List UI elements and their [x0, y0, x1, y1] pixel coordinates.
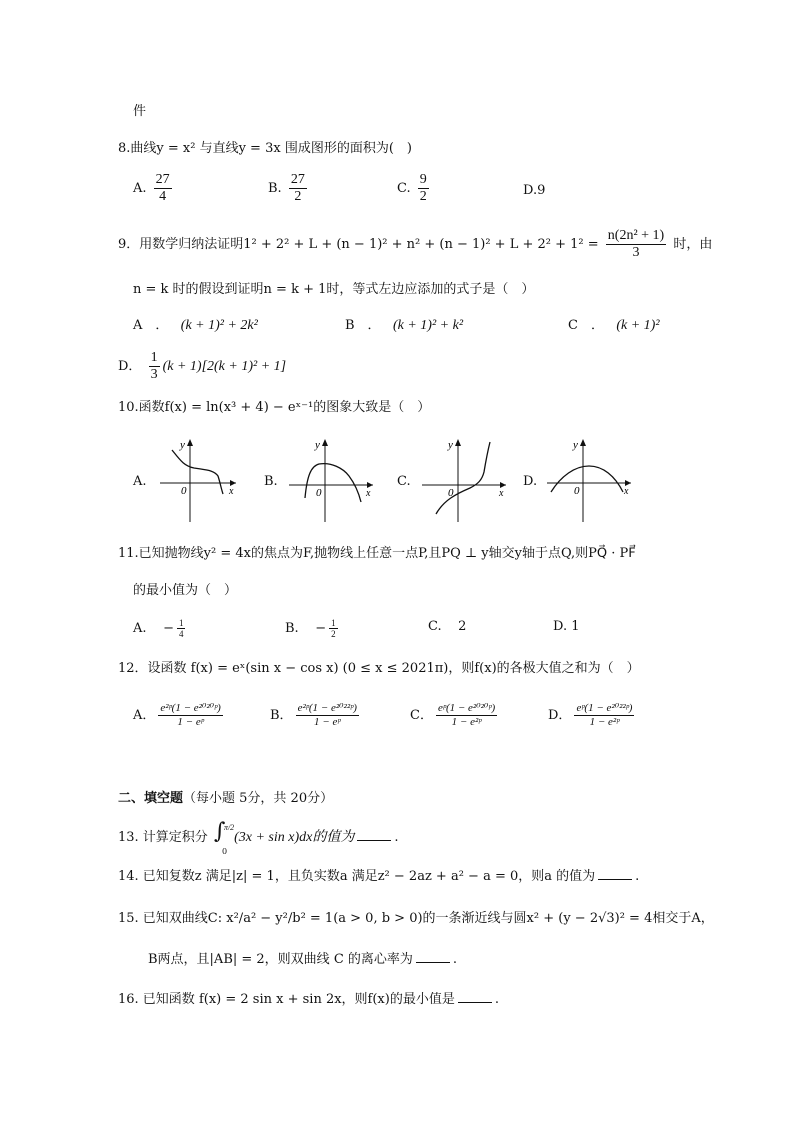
origin-label: 0	[574, 485, 580, 497]
q10-label-a: A.	[133, 474, 147, 489]
q11-option-b: B. − $\frac{1}{2}$	[285, 618, 336, 639]
q11-option-d: D. 1	[553, 619, 580, 634]
x-label: x	[229, 486, 234, 497]
x-label: x	[624, 486, 629, 497]
graph-c	[418, 436, 510, 524]
y-arrow-icon	[580, 439, 586, 446]
q9-option-b: B ． (k + 1)² + k²	[345, 318, 464, 333]
answer-blank[interactable]	[598, 867, 632, 880]
graph-d	[543, 436, 635, 524]
integral-sign-icon: ∫ π/2 0	[213, 818, 235, 856]
origin-label: 0	[448, 487, 454, 499]
q12-option-a: A． $\frac{\text{e²ᵖ(1 − e²⁰²⁰ᵖ)}}{\text{1 − eᵖ}}$	[133, 702, 221, 728]
q12-option-c: C． $\frac{\text{eᵖ(1 − e²⁰²⁰ᵖ)}}{\text{1 − e²ᵖ}}$	[410, 702, 496, 728]
q15-line2: B两点，且|AB| = 2，则双曲线 C 的离心率为 .	[148, 952, 458, 967]
y-arrow-icon	[455, 439, 461, 446]
q10-label-b: B.	[264, 474, 278, 489]
top-fragment: 件	[133, 104, 147, 119]
q9-option-d: D． $\frac{1}{3}$ (k + 1)[2(k + 1)² + 1]	[118, 350, 287, 382]
answer-blank[interactable]	[357, 828, 391, 841]
q9-option-c: C ． (k + 1)²	[568, 318, 660, 333]
x-label: x	[366, 488, 371, 499]
q11-option-c: C. 2	[428, 619, 467, 634]
y-arrow-icon	[187, 439, 193, 446]
graph-a	[150, 436, 240, 524]
q8-option-a: A. $\frac{27}{4}$	[133, 172, 170, 204]
curve	[172, 450, 223, 494]
q16: 16. 已知函数 f(x) = 2 sin x + sin 2x，则f(x)的最小值是 .	[118, 992, 499, 1007]
y-label: y	[448, 439, 453, 451]
curve	[305, 464, 361, 502]
q9-option-a: A ． (k + 1)² + 2k²	[133, 318, 258, 333]
q8-option-b: B. $\frac{27}{2}$	[268, 172, 305, 204]
y-label: y	[315, 439, 320, 451]
q12-option-b: B． $\frac{\text{e²ᵖ(1 − e²⁰²²ᵖ)}}{\text{1 − eᵖ}}$	[270, 702, 357, 728]
q12-stem: 12．设函数 f(x) = eˣ(sin x − cos x) (0 ≤ x ≤ 2021π)，则f(x)的各极大值之和为（ ）	[118, 661, 640, 676]
q9-stem: 9．用数学归纳法证明1² + 2² + L + (n − 1)² + n² + (n − 1)² + L + 2² + 1² = $\frac{\text{n(2n² + 1)}}{3}$ 时，由	[118, 228, 713, 260]
curve	[551, 466, 623, 492]
answer-blank[interactable]	[458, 990, 492, 1003]
q10-stem: 10.函数f(x) = ln(x³ + 4) − eˣ⁻¹的图象大致是（ ）	[118, 400, 431, 415]
q14: 14. 已知复数z 满足|z| = 1，且负实数a 满足z² − 2az + a² − a = 0，则a 的值为 .	[118, 869, 640, 884]
y-label: y	[180, 439, 185, 451]
y-arrow-icon	[322, 439, 328, 446]
q10-label-d: D.	[523, 474, 538, 489]
x-label: x	[499, 488, 504, 499]
q11-stem: 11.已知抛物线y² = 4x的焦点为F,抛物线上任意一点P,且PQ ⊥ y轴交y轴于点Q,则PQ⃗ · PF⃗	[118, 546, 636, 561]
y-label: y	[573, 439, 578, 451]
q10-label-c: C.	[397, 474, 411, 489]
origin-label: 0	[181, 485, 187, 497]
q8-stem: 8.曲线y = x² 与直线y = 3x 围成图形的面积为( )	[118, 141, 412, 156]
q11-option-a: A. − $\frac{1}{4}$	[133, 618, 184, 639]
q8-option-c: C. $\frac{9}{2}$	[397, 172, 427, 204]
q8-option-d: D.9	[523, 183, 546, 198]
origin-label: 0	[316, 487, 322, 499]
q9-line2: n = k 时的假设到证明n = k + 1时，等式左边应添加的式子是（ ）	[133, 282, 535, 297]
answer-blank[interactable]	[416, 950, 450, 963]
curve	[436, 442, 490, 514]
section-heading: 二、填空题（每小题 5分，共 20分）	[118, 791, 334, 806]
graph-b	[285, 436, 377, 524]
q11-line2: 的最小值为（ ）	[133, 583, 238, 598]
q12-option-d: D． $\frac{\text{eᵖ(1 − e²⁰²²ᵖ)}}{\text{1 − e²ᵖ}}$	[548, 702, 633, 728]
q15-line1: 15. 已知双曲线C: x²/a² − y²/b² = 1(a > 0, b > 0)的一条渐近线与圆x² + (y − 2√3)² = 4相交于A，	[118, 911, 714, 926]
q13: 13. 计算定积分 ∫ π/2 0 (3x + sin x)dx的值为 .	[118, 818, 399, 856]
